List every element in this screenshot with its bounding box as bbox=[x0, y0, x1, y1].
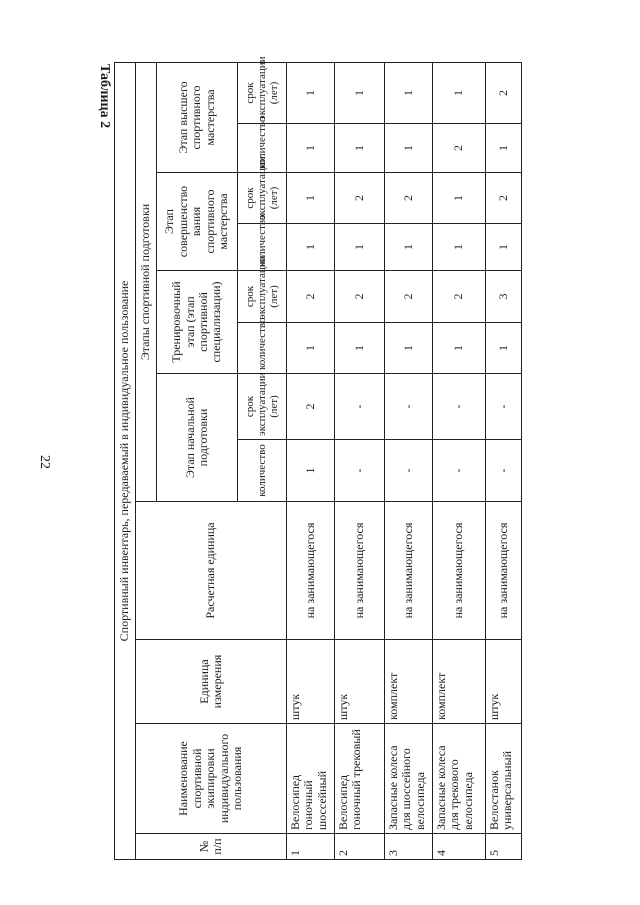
group-header: Спортивный инвентарь, передаваемый в индивидуальное пользование bbox=[115, 62, 136, 859]
cell-value: 1 bbox=[433, 62, 486, 123]
cell-value: 1 bbox=[335, 124, 385, 173]
stage-header-initial: Этап начальной подготовки bbox=[157, 374, 238, 502]
rotated-table-wrapper bbox=[114, 56, 522, 860]
item-calc-unit: на занимающегося bbox=[287, 502, 335, 640]
row-number: 5 bbox=[486, 834, 522, 860]
cell-value: 1 bbox=[385, 124, 433, 173]
cell-value: 2 bbox=[486, 173, 522, 224]
cell-value: - bbox=[486, 374, 522, 440]
name-header: Наименование спортивной экипировки индивидуального пользования bbox=[136, 724, 287, 834]
cell-value: - bbox=[385, 374, 433, 440]
term-header: срок эксплуатации (лет) bbox=[238, 374, 287, 440]
term-header: срок эксплуатации (лет) bbox=[238, 173, 287, 224]
term-header: срок эксплуатации (лет) bbox=[238, 271, 287, 323]
qty-header: количество bbox=[238, 124, 287, 173]
cell-value: 1 bbox=[287, 173, 335, 224]
qty-header: количество bbox=[238, 440, 287, 502]
num-header: № п/п bbox=[136, 834, 287, 860]
table-row bbox=[287, 62, 335, 859]
cell-value: 2 bbox=[433, 271, 486, 323]
cell-value: - bbox=[486, 440, 522, 502]
calc-unit-header: Расчетная единица bbox=[136, 502, 287, 640]
stage-header-improvement: Этап совершенство вания спортивного мастерства bbox=[157, 173, 238, 271]
item-unit: комплект bbox=[433, 640, 486, 724]
item-name: Запасные колеса для трекового велосипеда bbox=[433, 724, 486, 834]
item-name: Велосипед гоночный трековый bbox=[335, 724, 385, 834]
cell-value: - bbox=[335, 374, 385, 440]
cell-value: 1 bbox=[385, 224, 433, 271]
item-calc-unit: на занимающегося bbox=[335, 502, 385, 640]
cell-value: 1 bbox=[287, 440, 335, 502]
cell-value: 2 bbox=[385, 271, 433, 323]
cell-value: - bbox=[335, 440, 385, 502]
cell-value: 1 bbox=[385, 62, 433, 123]
cell-value: 2 bbox=[335, 173, 385, 224]
cell-value: 2 bbox=[486, 62, 522, 123]
qty-header: количество bbox=[238, 224, 287, 271]
cell-value: 1 bbox=[287, 62, 335, 123]
item-name: Велосипед гоночный шоссейный bbox=[287, 724, 335, 834]
cell-value: 2 bbox=[433, 124, 486, 173]
cell-value: 1 bbox=[433, 224, 486, 271]
table-row bbox=[385, 62, 433, 859]
cell-value: 1 bbox=[335, 62, 385, 123]
row-number: 3 bbox=[385, 834, 433, 860]
cell-value: - bbox=[385, 440, 433, 502]
cell-value: 1 bbox=[433, 173, 486, 224]
cell-value: 1 bbox=[486, 323, 522, 374]
cell-value: 1 bbox=[287, 224, 335, 271]
item-unit: комплект bbox=[385, 640, 433, 724]
item-name: Велостанок универсальный bbox=[486, 724, 522, 834]
stage-header-higher: Этап высшего спортивного мастерства bbox=[157, 62, 238, 172]
row-number: 4 bbox=[433, 834, 486, 860]
item-calc-unit: на занимающегося bbox=[486, 502, 522, 640]
item-unit: штук bbox=[287, 640, 335, 724]
equipment-table bbox=[114, 56, 522, 860]
table-row bbox=[433, 62, 486, 859]
stage-header-training: Тренировочный этап (этап спортивной специализации) bbox=[157, 271, 238, 374]
cell-value: 2 bbox=[287, 374, 335, 440]
cell-value: 1 bbox=[287, 323, 335, 374]
item-unit: штук bbox=[335, 640, 385, 724]
row-number: 2 bbox=[335, 834, 385, 860]
page-number: 22 bbox=[37, 455, 52, 469]
cell-value: 3 bbox=[486, 271, 522, 323]
cell-value: 2 bbox=[287, 271, 335, 323]
table-title: Таблица 2 bbox=[97, 64, 112, 129]
table-row bbox=[335, 62, 385, 859]
term-header: срок эксплуатации (лет) bbox=[238, 62, 287, 123]
cell-value: 2 bbox=[385, 173, 433, 224]
unit-header: Единица измерения bbox=[136, 640, 287, 724]
cell-value: 2 bbox=[335, 271, 385, 323]
cell-value: - bbox=[433, 374, 486, 440]
item-unit: штук bbox=[486, 640, 522, 724]
row-number: 1 bbox=[287, 834, 335, 860]
cell-value: 1 bbox=[486, 124, 522, 173]
table-row bbox=[486, 62, 522, 859]
cell-value: 1 bbox=[335, 323, 385, 374]
item-calc-unit: на занимающегося bbox=[433, 502, 486, 640]
cell-value: - bbox=[433, 440, 486, 502]
stages-group-header: Этапы спортивной подготовки bbox=[136, 62, 157, 501]
cell-value: 1 bbox=[335, 224, 385, 271]
cell-value: 1 bbox=[486, 224, 522, 271]
cell-value: 1 bbox=[287, 124, 335, 173]
item-name: Запасные колеса для шоссейного велосипеда bbox=[385, 724, 433, 834]
item-calc-unit: на занимающегося bbox=[385, 502, 433, 640]
qty-header: количество bbox=[238, 323, 287, 374]
cell-value: 1 bbox=[385, 323, 433, 374]
cell-value: 1 bbox=[433, 323, 486, 374]
